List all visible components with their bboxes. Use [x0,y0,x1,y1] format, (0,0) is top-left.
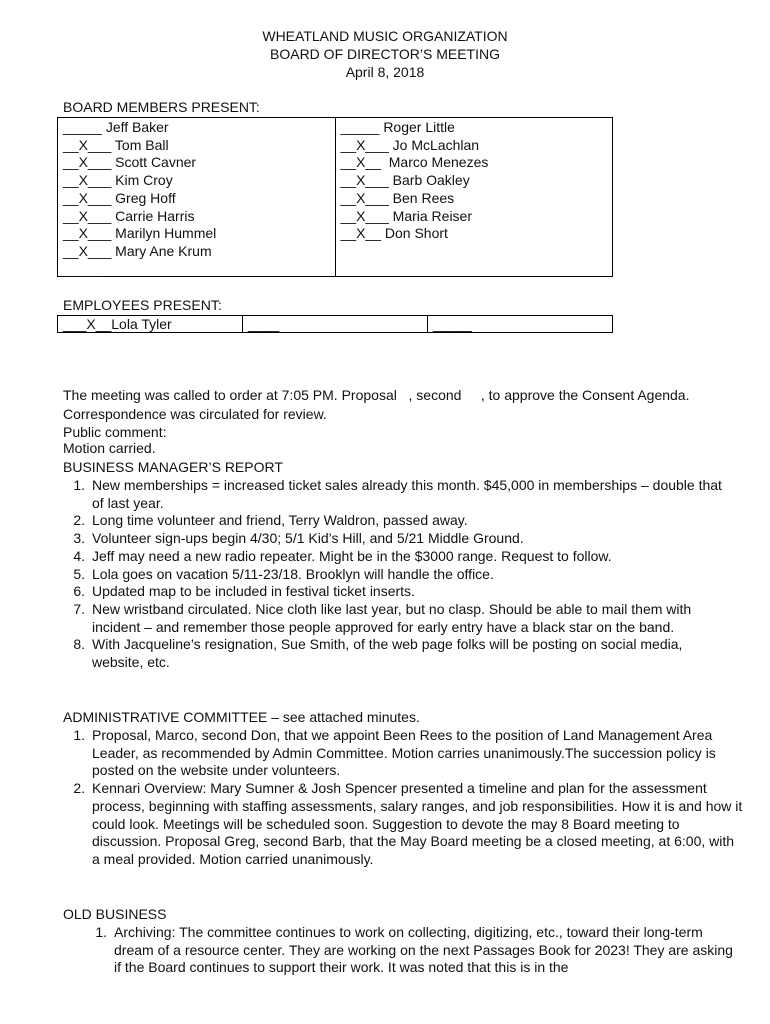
member-row: __X__ Don Short [340,225,448,242]
item-number: 2. [73,780,85,797]
member-row: __X___ Tom Ball [63,136,169,153]
public-comment-line: Public comment: [63,423,167,440]
list-item [63,530,733,548]
item-number: 8. [73,636,85,653]
list-item [63,477,733,512]
board-members-table [57,117,613,277]
member-row: _____ Jeff Baker [63,119,169,135]
meeting-date: April 8, 2018 [345,64,425,80]
item-number: 1. [95,924,107,940]
item-text: Volunteer sign-ups begin 4/30; 5/1 Kid’s Hill, and 5/21 Middle Ground. [92,530,524,547]
business-manager-list [63,477,733,672]
business-manager-heading: BUSINESS MANAGER’S REPORT [63,459,283,475]
item-number: 3. [73,530,85,547]
employee-cell: _____ [433,316,472,332]
list-item [63,583,733,601]
member-row: __X___ Ben Rees [340,189,455,206]
item-text: Proposal, Marco, second Don, that we appoint Been Rees to the position of Land Management Area Leader, as recommended by Admin Committee. Motion carries unanimously.The succession policy is posted on the website under volunteers. [92,727,716,779]
employees-heading: EMPLOYEES PRESENT: [63,297,222,313]
member-row: __X___ Mary Ane Krum [63,242,212,259]
admin-committee-heading: ADMINISTRATIVE COMMITTEE – see attached minutes. [63,709,420,725]
item-number: 1. [73,477,85,493]
item-number: 6. [73,583,85,600]
document-header [0,27,770,81]
board-members-right-column [336,118,613,276]
item-text: New wristband circulated. Nice cloth like last year, but no clasp. Should be able to mail them with incident – and remember those people approved for early entry have a black star on the band. [92,600,692,635]
list-item [63,780,745,869]
member-row: __X___ Jo McLachlan [340,136,480,153]
item-number: 4. [73,547,85,564]
correspondence [63,406,327,441]
member-row: __X___ Maria Reiser [340,207,473,224]
employee-cell: ____ [243,316,428,332]
item-text: Kennari Overview: Mary Sumner & Josh Spencer presented a timeline and plan for the assessment process, beginning with staffing assessments, salary ranges, and job responsibilities. How it is and how it could look. Meetings will be scheduled soon. Suggestion to devote the may 8 Board meeting to discussion. Proposal Greg, second Barb, that the May Board meeting be a closed meeting, at 6:00, with a meal provided. Motion carried unanimously. [92,780,743,867]
list-item [85,924,737,977]
list-item [63,636,733,671]
list-item [63,566,733,584]
item-number: 5. [73,565,85,582]
employee-cell: ___X__Lola Tyler [58,316,243,332]
item-number: 2. [73,512,85,529]
call-to-order-line: Motion carried. [63,439,156,456]
member-row: __X___ Carrie Harris [63,207,195,224]
list-item [63,548,733,566]
item-text: Archiving: The committee continues to work on collecting, digitizing, etc., toward their long-term dream of a resource center. They are working on the next Passages Book for 2023! They are asking if the Board continues to support their work. It was noted that this is in the [114,924,733,976]
board-members-left-column [58,118,336,276]
old-business-heading: OLD BUSINESS [63,906,167,922]
member-row: __X__ Marco Menezes [340,154,489,171]
member-row: __X___ Kim Croy [63,172,173,189]
item-text: Updated map to be included in festival ticket inserts. [92,583,415,600]
member-row: __X___ Barb Oakley [340,172,470,189]
item-number: 1. [73,727,85,743]
member-row: __X___ Scott Cavner [63,154,197,171]
list-item [63,512,733,530]
list-item [63,727,745,780]
member-row: __X___ Greg Hoff [63,189,176,206]
item-text: With Jacqueline’s resignation, Sue Smith, of the web page folks will be posting on social media, website, etc. [92,636,683,671]
correspondence-line: Correspondence was circulated for review. [63,406,327,422]
old-business-list [85,924,737,977]
meeting-title: BOARD OF DIRECTOR’S MEETING [270,46,500,62]
item-text: New memberships = increased ticket sales already this month. $45,000 in memberships – double that of last year. [92,477,722,511]
item-text: Long time volunteer and friend, Terry Waldron, passed away. [92,512,468,529]
org-name: WHEATLAND MUSIC ORGANIZATION [262,28,508,44]
member-row: _____ Roger Little [340,119,455,135]
item-text: Lola goes on vacation 5/11-23/18. Brooklyn will handle the office. [92,565,494,582]
call-to-order-line: The meeting was called to order at 7:05 PM. Proposal , second , to approve the Consent Agenda. [63,387,690,404]
member-row: _____ [63,260,102,277]
member-row: __X___ Marilyn Hummel [63,225,217,242]
board-heading: BOARD MEMBERS PRESENT: [63,99,260,115]
item-text: Jeff may need a new radio repeater. Might be in the $3000 range. Request to follow. [92,547,612,564]
item-number: 7. [73,600,85,617]
employees-table [57,315,613,333]
admin-committee-list [63,727,745,869]
list-item [63,601,733,636]
